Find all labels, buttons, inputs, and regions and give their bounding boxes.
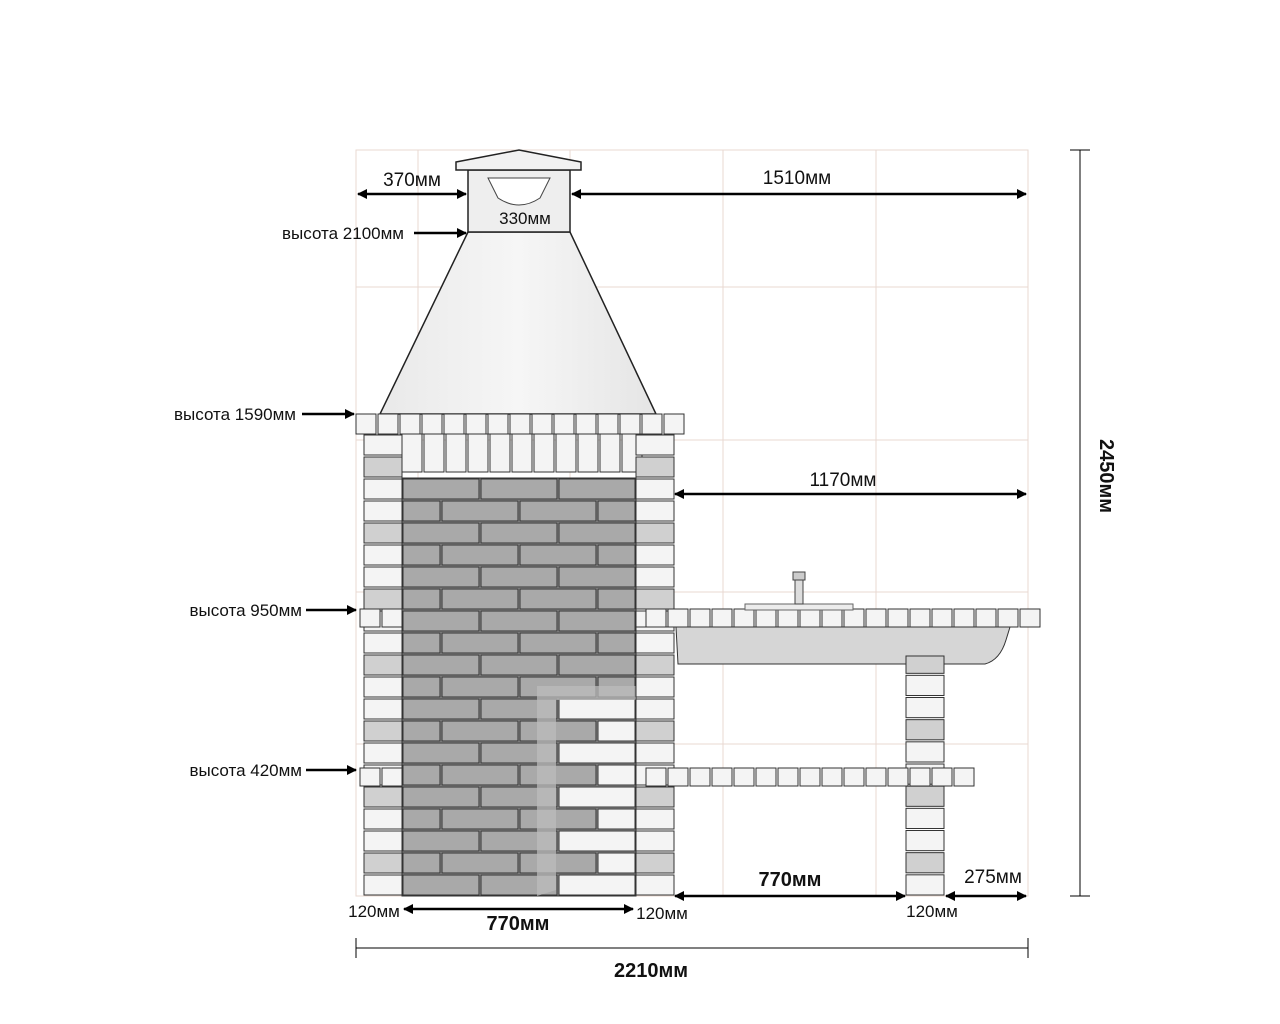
- label-height-1590: высота 1590мм: [174, 405, 296, 424]
- firebox-brick: [598, 721, 635, 741]
- label-firebox-width: 770мм: [486, 913, 550, 935]
- lintel-brick: [534, 434, 554, 472]
- firebox-brick: [598, 545, 635, 565]
- mid-pillar-brick: [636, 501, 674, 521]
- counter-slab: [636, 627, 1010, 664]
- lintel-brick: [446, 434, 466, 472]
- lintel-brick: [556, 434, 576, 472]
- firebox-brick: [481, 611, 557, 631]
- shelf-brick: [734, 768, 754, 786]
- left-pillar-brick: [364, 523, 402, 543]
- counter-brick: [756, 609, 776, 627]
- cap-brick: [664, 414, 684, 434]
- lintel-brick: [468, 434, 488, 472]
- firebox-brick: [481, 655, 557, 675]
- label-overhang: 275мм: [964, 867, 1022, 888]
- shelf-brick: [822, 768, 842, 786]
- firebox-brick: [598, 501, 635, 521]
- firebox-brick: [403, 545, 440, 565]
- masonry: [356, 414, 1040, 896]
- left-pillar-brick: [364, 435, 402, 455]
- cap-brick: [620, 414, 640, 434]
- firebox-brick: [598, 765, 635, 785]
- firebox-brick: [403, 853, 440, 873]
- label-height-420: высота 420мм: [189, 761, 302, 780]
- shelf-brick: [800, 768, 820, 786]
- left-pillar-brick: [364, 721, 402, 741]
- counter-brick: [382, 609, 402, 627]
- shelf-brick: [712, 768, 732, 786]
- firebox-brick: [403, 567, 479, 587]
- right-leg-brick: [906, 808, 944, 828]
- cap-brick: [532, 414, 552, 434]
- left-pillar-brick: [364, 875, 402, 895]
- right-leg-brick: [906, 675, 944, 695]
- mid-pillar-brick: [636, 545, 674, 565]
- firebox-brick: [559, 479, 635, 499]
- right-leg-brick: [906, 786, 944, 806]
- firebox-brick: [403, 743, 479, 763]
- shelf-brick: [646, 768, 666, 786]
- left-pillar-brick: [364, 457, 402, 477]
- firebox-brick: [481, 567, 557, 587]
- shelf-brick: [844, 768, 864, 786]
- mid-pillar-brick: [636, 743, 674, 763]
- lintel-brick: [600, 434, 620, 472]
- cap-brick: [554, 414, 574, 434]
- firebox-brick: [442, 633, 518, 653]
- counter-brick: [690, 609, 710, 627]
- left-pillar-brick: [364, 831, 402, 851]
- firebox-brick: [559, 699, 635, 719]
- firebox-brick: [403, 633, 440, 653]
- mid-pillar-brick: [636, 721, 674, 741]
- firebox-brick: [403, 523, 479, 543]
- cap-brick: [488, 414, 508, 434]
- firebox-brick: [403, 501, 440, 521]
- label-wall-mid: 120мм: [636, 904, 688, 923]
- shelf-brick: [756, 768, 776, 786]
- left-pillar-brick: [364, 787, 402, 807]
- mid-pillar-brick: [636, 479, 674, 499]
- counter-brick: [1020, 609, 1040, 627]
- firebox-brick: [520, 545, 596, 565]
- counter-brick: [910, 609, 930, 627]
- firebox-brick: [403, 831, 479, 851]
- firebox-brick: [559, 567, 635, 587]
- firebox-brick: [403, 809, 440, 829]
- firebox-brick: [481, 523, 557, 543]
- label-total-height: 2450мм: [1095, 438, 1117, 514]
- mid-pillar-brick: [636, 831, 674, 851]
- shelf-brick: [932, 768, 952, 786]
- firebox-brick: [559, 743, 635, 763]
- right-leg-brick: [906, 853, 944, 873]
- label-chimney-offset: 370мм: [383, 170, 441, 191]
- shelf-brick: [888, 768, 908, 786]
- right-leg-brick: [906, 831, 944, 851]
- lintel-brick: [424, 434, 444, 472]
- label-counter-length: 1170мм: [809, 470, 877, 491]
- firebox-brick: [403, 699, 479, 719]
- firebox-brick: [559, 831, 635, 851]
- shelf-brick: [778, 768, 798, 786]
- cap-brick: [444, 414, 464, 434]
- label-height-2100: высота 2100мм: [282, 224, 404, 243]
- shelf-brick: [690, 768, 710, 786]
- mid-pillar-brick: [636, 699, 674, 719]
- counter-brick: [734, 609, 754, 627]
- firebox-brick: [559, 875, 635, 895]
- cap-brick: [400, 414, 420, 434]
- firebox-brick: [403, 589, 440, 609]
- cap-brick: [356, 414, 376, 434]
- label-chimney-right: 1510мм: [762, 168, 832, 189]
- firebox-brick: [520, 721, 596, 741]
- mid-pillar-brick: [636, 875, 674, 895]
- shelf-brick: [360, 768, 380, 786]
- counter-brick: [998, 609, 1018, 627]
- firebox-brick: [442, 677, 518, 697]
- label-total-width: 2210мм: [613, 960, 689, 982]
- cap-brick: [510, 414, 530, 434]
- firebox-brick: [520, 809, 596, 829]
- faucet: [745, 572, 853, 610]
- firebox-brick: [559, 787, 635, 807]
- cap-brick: [422, 414, 442, 434]
- firebox-brick: [598, 633, 635, 653]
- firebox-brick: [559, 523, 635, 543]
- firebox-brick: [481, 479, 557, 499]
- shelf-brick: [866, 768, 886, 786]
- counter-brick: [976, 609, 996, 627]
- firebox-brick: [442, 589, 518, 609]
- left-pillar-brick: [364, 677, 402, 697]
- left-pillar-brick: [364, 699, 402, 719]
- firebox-brick: [403, 655, 479, 675]
- left-pillar-brick: [364, 655, 402, 675]
- shelf-brick: [954, 768, 974, 786]
- mid-pillar-brick: [636, 655, 674, 675]
- shelf-brick: [910, 768, 930, 786]
- firebox-brick: [598, 589, 635, 609]
- mid-pillar-brick: [636, 809, 674, 829]
- firebox-brick: [442, 545, 518, 565]
- firebox-brick: [403, 787, 479, 807]
- mid-pillar-brick: [636, 567, 674, 587]
- firebox-brick: [442, 853, 518, 873]
- lintel-brick: [490, 434, 510, 472]
- left-pillar-brick: [364, 853, 402, 873]
- counter-brick: [954, 609, 974, 627]
- cap-brick: [378, 414, 398, 434]
- firebox-brick: [403, 721, 440, 741]
- cap-brick: [466, 414, 486, 434]
- firebox-brick: [559, 611, 635, 631]
- firebox-brick: [520, 853, 596, 873]
- counter-brick: [822, 609, 842, 627]
- mid-pillar-brick: [636, 523, 674, 543]
- lintel-brick: [512, 434, 532, 472]
- mid-pillar-brick: [636, 677, 674, 697]
- cap-brick: [576, 414, 596, 434]
- mid-pillar-brick: [636, 589, 674, 609]
- counter-brick: [712, 609, 732, 627]
- right-leg-brick: [906, 742, 944, 762]
- right-leg-brick: [906, 720, 944, 740]
- mid-pillar-brick: [636, 435, 674, 455]
- mid-pillar-brick: [636, 633, 674, 653]
- firebox-brick: [403, 479, 479, 499]
- label-height-950: высота 950мм: [189, 601, 302, 620]
- firebox-brick: [403, 765, 440, 785]
- left-pillar-brick: [364, 479, 402, 499]
- lintel-brick: [402, 434, 422, 472]
- label-wall-right: 120мм: [906, 902, 958, 921]
- firebox-brick: [520, 501, 596, 521]
- counter-brick: [888, 609, 908, 627]
- label-pipe-width: 330мм: [499, 209, 551, 228]
- firebox-brick: [559, 655, 635, 675]
- firebox-brick: [598, 853, 635, 873]
- firebox-brick: [442, 501, 518, 521]
- mid-pillar-brick: [636, 457, 674, 477]
- counter-brick: [778, 609, 798, 627]
- right-leg-brick: [906, 698, 944, 718]
- left-pillar-brick: [364, 809, 402, 829]
- left-pillar-brick: [364, 743, 402, 763]
- lintel-brick: [578, 434, 598, 472]
- counter-brick: [800, 609, 820, 627]
- firebox-brick: [598, 809, 635, 829]
- left-pillar-brick: [364, 501, 402, 521]
- label-bay-width: 770мм: [758, 869, 822, 891]
- cap-brick: [642, 414, 662, 434]
- firebox-brick: [520, 633, 596, 653]
- chimney-cap: [456, 150, 581, 170]
- firebox-brick: [403, 875, 479, 895]
- firebox-brick: [520, 765, 596, 785]
- left-pillar-brick: [364, 589, 402, 609]
- mid-pillar-brick: [636, 853, 674, 873]
- firebox-brick: [403, 677, 440, 697]
- shelf-brick: [668, 768, 688, 786]
- counter-brick: [844, 609, 864, 627]
- firebox-brick: [442, 809, 518, 829]
- counter-brick: [360, 609, 380, 627]
- right-leg-brick: [906, 875, 944, 895]
- counter-brick: [668, 609, 688, 627]
- counter-brick: [866, 609, 886, 627]
- left-pillar-brick: [364, 545, 402, 565]
- counter-brick: [646, 609, 666, 627]
- counter-brick: [932, 609, 952, 627]
- left-pillar-brick: [364, 633, 402, 653]
- left-pillar-brick: [364, 567, 402, 587]
- cap-brick: [598, 414, 618, 434]
- firebox-brick: [442, 765, 518, 785]
- firebox-brick: [403, 611, 479, 631]
- firebox-brick: [520, 589, 596, 609]
- label-wall-left: 120мм: [348, 902, 400, 921]
- firebox-brick: [442, 721, 518, 741]
- mid-pillar-brick: [636, 787, 674, 807]
- shelf-brick: [382, 768, 402, 786]
- hood: [380, 232, 656, 414]
